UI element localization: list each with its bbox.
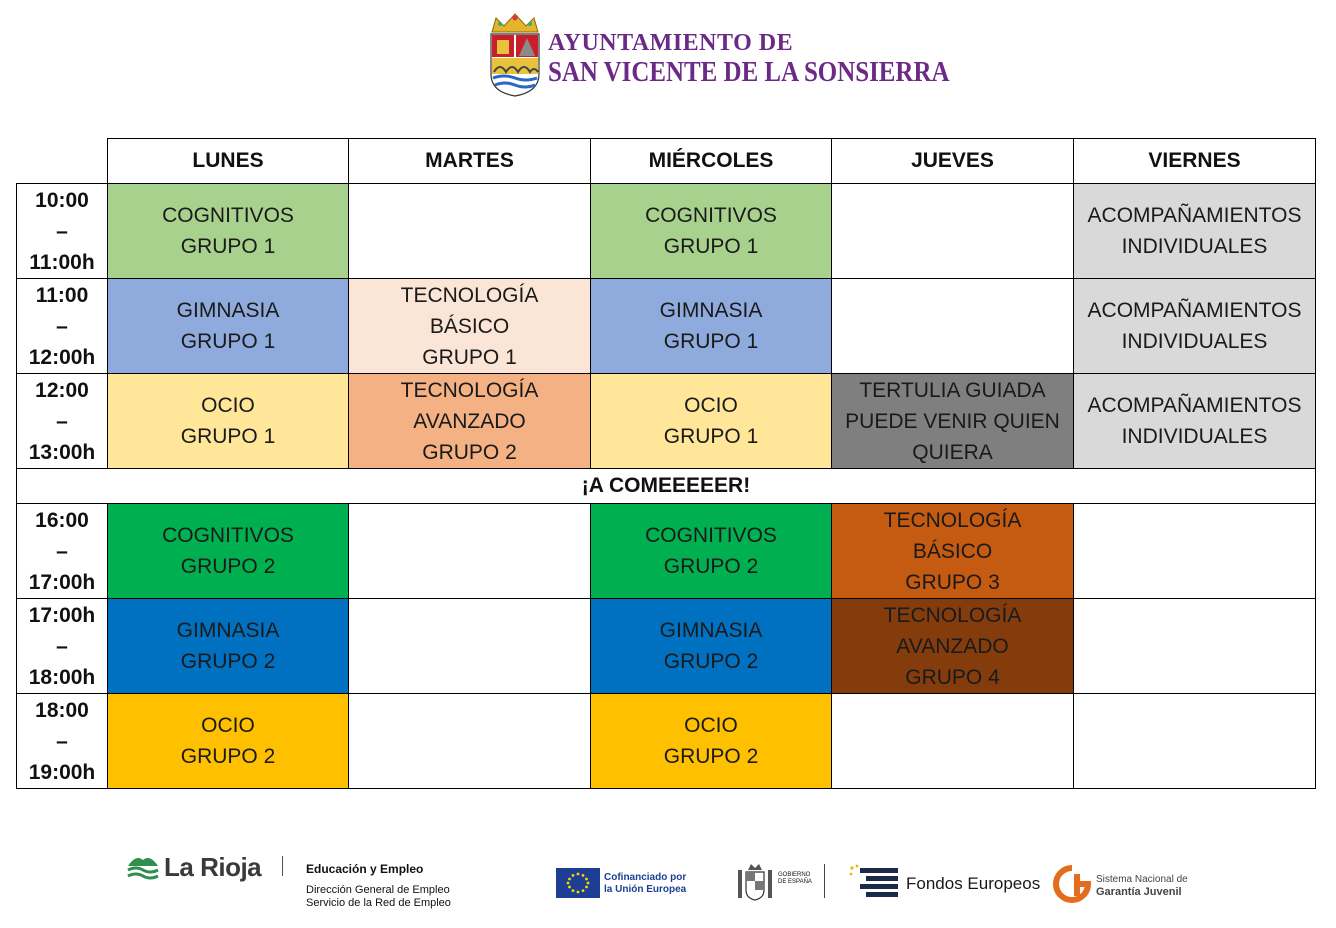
- activity-line: GRUPO 2: [180, 745, 276, 768]
- schedule-body: [17, 184, 1316, 789]
- day-header: VIERNES: [1074, 139, 1316, 184]
- activity-cell: [349, 279, 591, 374]
- schedule-row: [17, 184, 1316, 279]
- activity-cell: [591, 184, 832, 279]
- activity-line: TECNOLOGÍA: [883, 603, 1022, 627]
- activity-line: OCIO: [684, 714, 738, 737]
- activity-line: ACOMPAÑAMIENTOS: [1087, 299, 1302, 322]
- activity-line: QUIERA: [912, 440, 993, 464]
- gobierno-text: [778, 872, 812, 886]
- edu-title: Educación y Empleo: [306, 862, 424, 876]
- activity-line: GIMNASIA: [659, 619, 763, 642]
- time-slot-line: 11:00: [35, 283, 89, 307]
- activity-line: INDIVIDUALES: [1121, 425, 1268, 448]
- time-slot-line: –: [56, 729, 68, 753]
- fondos-europeos-icon: [848, 864, 902, 900]
- activity-line: GRUPO 1: [422, 345, 517, 369]
- time-slot-cell: [17, 599, 108, 694]
- edu-sub-line2: Servicio de la Red de Empleo: [306, 897, 451, 909]
- la-rioja-mountain-icon: [126, 850, 160, 880]
- header-title-line2: SAN VICENTE DE LA SONSIERRA: [548, 56, 950, 88]
- time-slot-line: –: [56, 634, 68, 658]
- time-slot-line: 12:00h: [28, 345, 96, 369]
- header-title-line1: AYUNTAMIENTO DE: [548, 30, 794, 56]
- activity-line: TECNOLOGÍA: [400, 283, 539, 307]
- town-hall-header: [484, 12, 950, 102]
- activity-line: BÁSICO: [912, 539, 993, 563]
- activity-line: TECNOLOGÍA: [400, 378, 539, 402]
- activity-line: TERTULIA GUIADA: [859, 378, 1046, 402]
- activity-line: BÁSICO: [429, 314, 510, 338]
- activity-cell: [832, 504, 1074, 599]
- activity-cell: [1074, 374, 1316, 469]
- activity-cell: [591, 374, 832, 469]
- activity-cell: [832, 599, 1074, 694]
- activity-line: GRUPO 2: [180, 650, 276, 673]
- activity-line: GRUPO 1: [180, 330, 276, 353]
- time-slot-line: 10:00: [35, 188, 89, 212]
- activity-line: GRUPO 2: [422, 440, 517, 464]
- gj-line1: Sistema Nacional de: [1096, 874, 1188, 885]
- activity-line: GIMNASIA: [659, 299, 763, 322]
- activity-cell: [591, 279, 832, 374]
- garantia-juvenil-icon: [1052, 864, 1092, 904]
- empty-cell: [349, 694, 591, 789]
- activity-line: COGNITIVOS: [162, 204, 294, 227]
- activity-line: GRUPO 4: [905, 665, 1000, 689]
- empty-cell: [349, 184, 591, 279]
- time-slot-cell: [17, 694, 108, 789]
- activity-cell: [591, 504, 832, 599]
- activity-cell: [108, 184, 349, 279]
- gob-line1: GOBIERNO: [778, 872, 811, 878]
- gj-line2: Garantía Juvenil: [1096, 886, 1182, 898]
- footer-divider: [282, 856, 283, 876]
- time-slot-line: –: [56, 314, 68, 338]
- time-slot-line: 17:00h: [28, 570, 96, 594]
- lunch-row: [17, 469, 1316, 504]
- eu-line1: Cofinanciado por: [604, 872, 687, 883]
- activity-line: AVANZADO: [413, 409, 526, 433]
- empty-cell: [832, 279, 1074, 374]
- schedule-row: [17, 374, 1316, 469]
- activity-line: COGNITIVOS: [645, 524, 777, 547]
- day-header: MARTES: [349, 139, 591, 184]
- activity-line: GRUPO 1: [663, 330, 759, 353]
- activity-line: GRUPO 1: [663, 235, 759, 258]
- activity-cell: [591, 694, 832, 789]
- la-rioja-text: La Rioja: [164, 852, 262, 882]
- weekly-schedule-table: [16, 138, 1316, 789]
- activity-cell: [832, 374, 1074, 469]
- empty-cell: [832, 184, 1074, 279]
- activity-line: GRUPO 2: [180, 555, 276, 578]
- time-slot-line: 12:00: [35, 378, 89, 402]
- fondos-europeos-text: Fondos Europeos: [906, 874, 1041, 893]
- activity-cell: [1074, 279, 1316, 374]
- activity-line: INDIVIDUALES: [1121, 235, 1268, 258]
- schedule-row: [17, 599, 1316, 694]
- time-slot-cell: [17, 184, 108, 279]
- time-slot-line: –: [56, 219, 68, 243]
- activity-line: GIMNASIA: [176, 619, 280, 642]
- day-header: JUEVES: [832, 139, 1074, 184]
- edu-sub-line1: Dirección General de Empleo: [306, 884, 450, 896]
- activity-line: GRUPO 1: [180, 235, 276, 258]
- time-slot-line: 13:00h: [28, 440, 96, 464]
- activity-line: AVANZADO: [896, 634, 1009, 658]
- time-slot-line: 18:00h: [28, 665, 96, 689]
- activity-line: GIMNASIA: [176, 299, 280, 322]
- activity-cell: [591, 599, 832, 694]
- activity-line: GRUPO 1: [663, 425, 759, 448]
- footer-divider: [824, 864, 825, 898]
- corner-cell: [17, 139, 108, 184]
- empty-cell: [1074, 599, 1316, 694]
- empty-cell: [1074, 504, 1316, 599]
- activity-line: ACOMPAÑAMIENTOS: [1087, 394, 1302, 417]
- sponsor-footer: [0, 840, 1336, 920]
- time-slot-line: 19:00h: [28, 760, 96, 784]
- activity-cell: [108, 279, 349, 374]
- time-slot-line: 16:00: [35, 508, 89, 532]
- activity-line: OCIO: [201, 714, 255, 737]
- activity-line: GRUPO 3: [905, 570, 1000, 594]
- time-slot-line: 11:00h: [29, 250, 95, 274]
- eu-line2: la Unión Europea: [604, 884, 687, 895]
- day-header: MIÉRCOLES: [591, 139, 832, 184]
- time-slot-cell: [17, 279, 108, 374]
- activity-line: GRUPO 2: [663, 745, 759, 768]
- coat-of-arms-icon: [486, 12, 544, 98]
- activity-cell: [108, 504, 349, 599]
- empty-cell: [349, 599, 591, 694]
- time-slot-cell: [17, 504, 108, 599]
- schedule-row: [17, 504, 1316, 599]
- activity-line: OCIO: [201, 394, 255, 417]
- activity-line: COGNITIVOS: [162, 524, 294, 547]
- activity-line: INDIVIDUALES: [1121, 330, 1268, 353]
- activity-cell: [349, 374, 591, 469]
- time-slot-cell: [17, 374, 108, 469]
- activity-cell: [108, 599, 349, 694]
- time-slot-line: 18:00: [35, 698, 89, 722]
- activity-cell: [108, 694, 349, 789]
- empty-cell: [349, 504, 591, 599]
- day-header-row: [17, 139, 1316, 184]
- day-header: LUNES: [108, 139, 349, 184]
- eu-flag-icon: [556, 868, 600, 898]
- garantia-juvenil-text: [1096, 874, 1188, 899]
- activity-line: GRUPO 2: [663, 650, 759, 673]
- gob-line2: DE ESPAÑA: [778, 879, 812, 885]
- activity-line: ACOMPAÑAMIENTOS: [1087, 204, 1302, 227]
- spain-government-crest-icon: [736, 862, 774, 902]
- eu-cofinanced-text: [604, 872, 686, 896]
- activity-line: COGNITIVOS: [645, 204, 777, 227]
- empty-cell: [832, 694, 1074, 789]
- activity-cell: [1074, 184, 1316, 279]
- activity-line: PUEDE VENIR QUIEN: [845, 409, 1060, 433]
- activity-cell: [108, 374, 349, 469]
- activity-line: OCIO: [684, 394, 738, 417]
- time-slot-line: –: [56, 539, 68, 563]
- activity-line: GRUPO 1: [180, 425, 276, 448]
- time-slot-line: –: [56, 409, 68, 433]
- activity-line: TECNOLOGÍA: [883, 508, 1022, 532]
- schedule-row: [17, 694, 1316, 789]
- activity-line: GRUPO 2: [663, 555, 759, 578]
- time-slot-line: 17:00h: [28, 603, 96, 627]
- edu-subtitle: [306, 884, 451, 910]
- empty-cell: [1074, 694, 1316, 789]
- schedule-row: [17, 279, 1316, 374]
- lunch-break-cell: ¡A COMEEEEER!: [17, 469, 1316, 504]
